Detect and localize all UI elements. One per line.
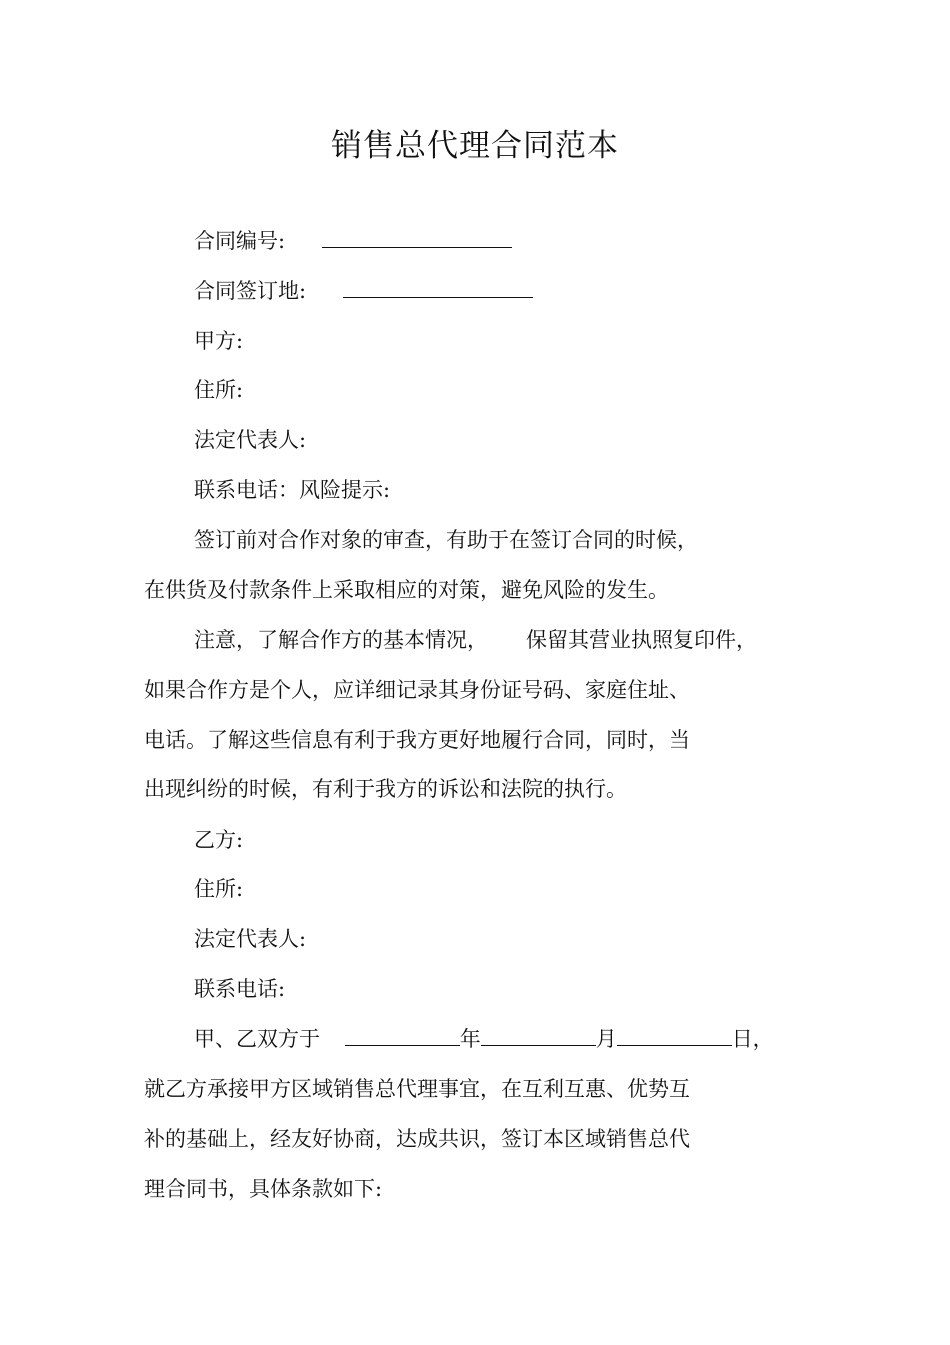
sign-place-line bbox=[194, 276, 533, 306]
year-blank[interactable] bbox=[345, 1025, 460, 1046]
party-a-label: 甲方: bbox=[194, 329, 244, 353]
document-title: 销售总代理合同范本 bbox=[331, 128, 619, 164]
risk-note-line: 如果合作方是个人，应详细记录其身份证号码、家庭住址、 bbox=[144, 678, 690, 702]
year-label: 年 bbox=[459, 1027, 481, 1051]
risk-note-line: 出现纠纷的时候，有利于我方的诉讼和法院的执行。 bbox=[144, 777, 627, 801]
agreement-text-line: 补的基础上，经友好协商，达成共识，签订本区域销售总代 bbox=[144, 1127, 690, 1151]
party-b-label: 乙方: bbox=[194, 828, 244, 852]
agreement-text-line: 就乙方承接甲方区域销售总代理事宜，在互利互惠、优势互 bbox=[144, 1077, 690, 1101]
party-b-phone-label: 联系电话: bbox=[194, 977, 286, 1001]
agreement-prefix: 甲、乙双方于 bbox=[194, 1027, 320, 1051]
contract-number-blank[interactable] bbox=[322, 227, 512, 248]
party-b-address-label: 住所: bbox=[194, 877, 244, 901]
party-a-phone-risk-label: 联系电话：风险提示: bbox=[194, 478, 391, 502]
agreement-date-line bbox=[194, 1024, 774, 1054]
contract-number-label: 合同编号: bbox=[194, 229, 286, 253]
risk-note-line bbox=[194, 625, 757, 655]
risk-note-line: 电话。了解这些信息有利于我方更好地履行合同，同时，当 bbox=[144, 728, 690, 752]
sign-place-label: 合同签订地: bbox=[194, 279, 307, 303]
risk-note-line: 签订前对合作对象的审查，有助于在签订合同的时候， bbox=[194, 528, 698, 552]
agreement-text-line: 理合同书，具体条款如下: bbox=[144, 1177, 383, 1201]
day-blank[interactable] bbox=[617, 1025, 732, 1046]
party-b-legal-rep-label: 法定代表人: bbox=[194, 927, 307, 951]
sign-place-blank[interactable] bbox=[343, 277, 533, 298]
risk-note-segment: 保留其营业执照复印件， bbox=[526, 628, 757, 652]
risk-note-line: 在供货及付款条件上采取相应的对策，避免风险的发生。 bbox=[144, 578, 669, 602]
risk-note-segment: 注意，了解合作方的基本情况， bbox=[194, 628, 488, 652]
party-a-legal-rep-label: 法定代表人: bbox=[194, 428, 307, 452]
party-a-address-label: 住所: bbox=[194, 378, 244, 402]
month-blank[interactable] bbox=[481, 1025, 596, 1046]
contract-number-line bbox=[194, 226, 512, 256]
day-label: 日， bbox=[731, 1027, 774, 1051]
month-label: 月 bbox=[595, 1027, 617, 1051]
